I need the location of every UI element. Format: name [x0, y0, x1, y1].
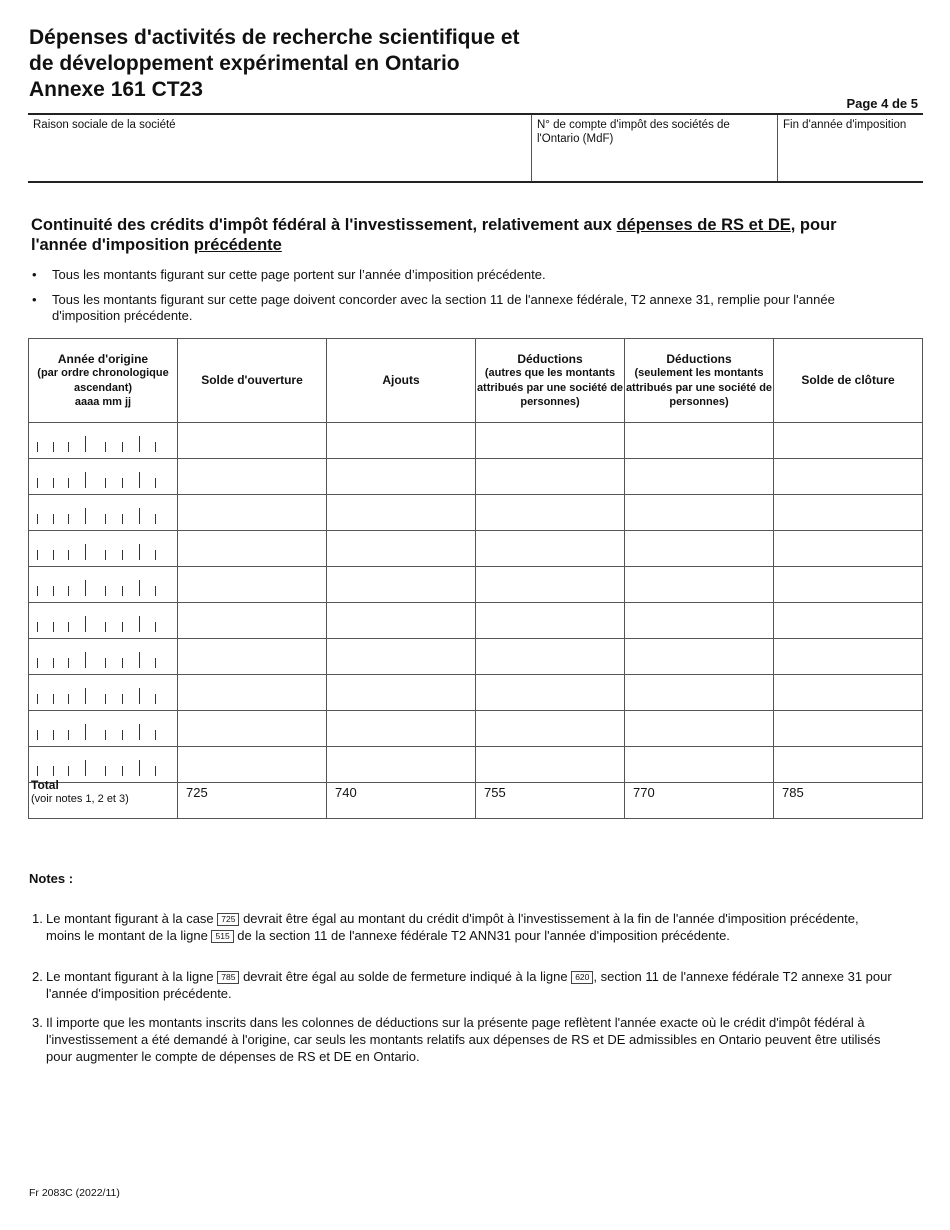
section-title-part1: Continuité des crédits d'impôt fédéral à l'investissement, relativement aux	[31, 216, 617, 234]
date-tick	[105, 478, 106, 488]
note-1-body	[46, 910, 892, 944]
deductions-partnership-input[interactable]	[625, 459, 774, 495]
date-tick	[85, 580, 86, 596]
note-2	[32, 968, 892, 1002]
date-tick	[53, 442, 54, 452]
note-1-number: 1.	[32, 911, 43, 926]
date-tick	[37, 442, 38, 452]
col-deductions-other	[476, 339, 625, 423]
date-tick	[122, 478, 123, 488]
date-tick	[122, 766, 123, 776]
date-tick	[155, 694, 156, 704]
date-tick	[85, 472, 86, 488]
additions-input[interactable]	[327, 567, 476, 603]
origin-year-input[interactable]	[29, 675, 178, 711]
table-row	[29, 711, 923, 747]
origin-year-input[interactable]	[29, 423, 178, 459]
note-1-text-a: Le montant figurant à la case	[46, 911, 218, 926]
year-end-field[interactable]	[777, 115, 923, 181]
note-2-text-a: Le montant figurant à la ligne	[46, 969, 218, 984]
date-tick	[139, 544, 140, 560]
origin-year-input[interactable]	[29, 531, 178, 567]
account-number-field[interactable]	[531, 115, 777, 181]
date-tick	[105, 766, 106, 776]
date-tick	[68, 622, 69, 632]
deductions-other-input[interactable]	[476, 531, 625, 567]
deductions-other-input[interactable]	[476, 459, 625, 495]
table-row	[29, 423, 923, 459]
date-tick	[53, 766, 54, 776]
total-row	[29, 783, 923, 819]
date-tick	[37, 514, 38, 524]
date-tick	[85, 544, 86, 560]
date-tick	[53, 622, 54, 632]
date-tick	[155, 550, 156, 560]
bullet-1	[32, 267, 892, 283]
ref-box-785: 785	[217, 971, 239, 984]
deductions-partnership-input[interactable]	[625, 603, 774, 639]
additions-input[interactable]	[327, 495, 476, 531]
date-comb	[29, 567, 177, 602]
col-closing-balance: Solde de clôture	[774, 339, 923, 423]
closing-balance-input[interactable]	[774, 639, 923, 675]
date-tick	[122, 442, 123, 452]
col-additions: Ajouts	[327, 339, 476, 423]
date-tick	[105, 730, 106, 740]
opening-balance-input[interactable]	[178, 531, 327, 567]
date-comb	[29, 747, 177, 782]
note-1-text-b: devrait être égal au montant du crédit d'impôt à l'investissement à la fin de l'année d'imposition précédente, moins le montant de la ligne	[46, 911, 859, 943]
section-title	[31, 215, 891, 255]
note-1-text-c: de la section 11 de l'annexe fédérale T2 ANN31 pour l'année d'imposition précédente.	[233, 928, 730, 943]
date-tick	[85, 724, 86, 740]
additions-input[interactable]	[327, 603, 476, 639]
rs-de-link[interactable]: dépenses de RS et DE	[616, 216, 791, 234]
date-tick	[139, 652, 140, 668]
closing-balance-input[interactable]	[774, 459, 923, 495]
closing-balance-input[interactable]	[774, 531, 923, 567]
additions-input[interactable]	[327, 711, 476, 747]
table-row	[29, 531, 923, 567]
note-1	[32, 910, 892, 944]
table-row	[29, 747, 923, 783]
table-row	[29, 603, 923, 639]
origin-year-input[interactable]	[29, 567, 178, 603]
identification-box	[28, 113, 923, 183]
itc-continuity-table	[28, 338, 923, 819]
origin-year-input[interactable]	[29, 495, 178, 531]
date-tick	[122, 730, 123, 740]
date-tick	[105, 694, 106, 704]
title-line-3: Annexe 161 CT23	[29, 78, 203, 101]
deductions-partnership-input[interactable]	[625, 711, 774, 747]
date-tick	[53, 550, 54, 560]
section-title-part2: , pour l'année d'imposition	[31, 216, 837, 254]
table-header-row	[29, 339, 923, 423]
date-comb	[29, 531, 177, 566]
date-tick	[105, 622, 106, 632]
col-origin-year-format: aaaa mm jj	[74, 396, 132, 408]
col-origin-year	[29, 339, 178, 423]
date-comb	[29, 675, 177, 710]
ref-box-725: 725	[217, 913, 239, 926]
date-tick	[53, 730, 54, 740]
note-2-body	[46, 968, 892, 1002]
date-comb	[29, 603, 177, 638]
ref-box-620: 620	[571, 971, 593, 984]
total-label	[31, 778, 129, 806]
deductions-partnership-input[interactable]	[625, 675, 774, 711]
origin-year-input[interactable]	[29, 603, 178, 639]
col-deductions-partnership-title: Déductions	[666, 351, 732, 366]
date-tick	[53, 658, 54, 668]
table-row	[29, 495, 923, 531]
note-2-text-b: devrait être égal au solde de fermeture indiqué à la ligne	[239, 969, 572, 984]
page-number: Page 4 de 5	[846, 96, 918, 111]
additions-input[interactable]	[327, 423, 476, 459]
deductions-partnership-input[interactable]	[625, 495, 774, 531]
date-tick	[37, 694, 38, 704]
code-740: 740	[335, 785, 357, 800]
date-tick	[68, 514, 69, 524]
date-tick	[53, 478, 54, 488]
opening-balance-input[interactable]	[178, 459, 327, 495]
total-opening-725[interactable]	[178, 783, 327, 819]
col-origin-year-sub: (par ordre chronologique ascendant)	[37, 367, 169, 394]
form-id: Fr 2083C (2022/11)	[29, 1187, 120, 1199]
title-line-2: de développement expérimental en Ontario	[29, 52, 460, 75]
opening-balance-input[interactable]	[178, 495, 327, 531]
deductions-other-input[interactable]	[476, 603, 625, 639]
date-tick	[122, 514, 123, 524]
additions-input[interactable]	[327, 747, 476, 783]
total-label-cell	[29, 778, 178, 819]
corp-name-label: Raison sociale de la société	[33, 119, 176, 131]
date-tick	[37, 478, 38, 488]
date-tick	[105, 442, 106, 452]
col-origin-year-title: Année d'origine	[57, 351, 149, 366]
notes-title: Notes :	[29, 871, 74, 886]
date-tick	[155, 442, 156, 452]
corp-name-field[interactable]	[28, 115, 531, 181]
total-closing-785[interactable]	[774, 783, 923, 819]
note-2-text-c: , section 11 de l'annexe fédérale T2 annexe 31 pour l'année d'imposition précédente.	[46, 969, 892, 1001]
bullet-1-text: Tous les montants figurant sur cette page portent sur l’année d’imposition précédente.	[52, 267, 546, 282]
date-tick	[122, 694, 123, 704]
code-785: 785	[782, 785, 804, 800]
closing-balance-input[interactable]	[774, 603, 923, 639]
date-tick	[53, 514, 54, 524]
closing-balance-input[interactable]	[774, 711, 923, 747]
deductions-partnership-input[interactable]	[625, 423, 774, 459]
date-tick	[139, 472, 140, 488]
col-deductions-other-sub: (autres que les montants attribués par une société de personnes)	[476, 367, 624, 408]
date-tick	[155, 478, 156, 488]
form-title	[29, 25, 520, 103]
deductions-other-input[interactable]	[476, 495, 625, 531]
date-tick	[37, 550, 38, 560]
origin-year-input[interactable]	[29, 639, 178, 675]
date-tick	[155, 622, 156, 632]
total-text: Total	[31, 778, 59, 792]
additions-input[interactable]	[327, 639, 476, 675]
table-row	[29, 639, 923, 675]
bullet-dot: •	[32, 267, 37, 282]
date-tick	[122, 658, 123, 668]
date-comb	[29, 639, 177, 674]
closing-balance-input[interactable]	[774, 495, 923, 531]
deductions-partnership-input[interactable]	[625, 639, 774, 675]
date-tick	[139, 508, 140, 524]
date-tick	[68, 550, 69, 560]
bullet-2-text: Tous les montants figurant sur cette page doivent concorder avec la section 11 de l'annexe fédérale, T2 annexe 31, remplie pour l'année d'imposition précédente.	[52, 292, 835, 323]
note-3-body: Il importe que les montants inscrits dans les colonnes de déductions sur la présente page reflètent l'année exacte où le crédit d'impôt fédéral à l'investissement a été demandé à l'origine, car seuls les montants relatifs aux dépenses de RS et DE admissibles en Ontario peuvent être utilisés pour augmenter le compte de dépenses de RS et DE en Ontario.	[46, 1015, 881, 1064]
table-row	[29, 675, 923, 711]
date-tick	[122, 550, 123, 560]
date-tick	[105, 658, 106, 668]
date-tick	[155, 658, 156, 668]
closing-balance-input[interactable]	[774, 567, 923, 603]
closing-balance-input[interactable]	[774, 747, 923, 783]
table-row	[29, 459, 923, 495]
account-number-label: N° de compte d'impôt des sociétés de l'Ontario (MdF)	[537, 119, 730, 145]
date-tick	[68, 478, 69, 488]
date-tick	[139, 724, 140, 740]
deductions-partnership-input[interactable]	[625, 531, 774, 567]
closing-balance-input[interactable]	[774, 423, 923, 459]
bullet-2	[32, 292, 892, 324]
deductions-other-input[interactable]	[476, 747, 625, 783]
year-end-label: Fin d'année d'imposition	[783, 119, 907, 131]
deductions-other-input[interactable]	[476, 639, 625, 675]
deductions-other-input[interactable]	[476, 423, 625, 459]
date-tick	[139, 688, 140, 704]
col-deductions-partnership	[625, 339, 774, 423]
date-tick	[68, 586, 69, 596]
col-deductions-partnership-sub: (seulement les montants attribués par une société de personnes)	[625, 367, 773, 408]
date-tick	[85, 760, 86, 776]
deductions-other-input[interactable]	[476, 675, 625, 711]
opening-balance-input[interactable]	[178, 603, 327, 639]
date-tick	[155, 586, 156, 596]
opening-balance-input[interactable]	[178, 567, 327, 603]
date-tick	[122, 622, 123, 632]
date-tick	[105, 586, 106, 596]
additions-input[interactable]	[327, 531, 476, 567]
note-2-number: 2.	[32, 969, 43, 984]
opening-balance-input[interactable]	[178, 675, 327, 711]
additions-input[interactable]	[327, 675, 476, 711]
date-comb	[29, 459, 177, 494]
note-3-number: 3.	[32, 1015, 43, 1030]
deductions-partnership-input[interactable]	[625, 747, 774, 783]
closing-balance-input[interactable]	[774, 675, 923, 711]
col-opening-balance: Solde d'ouverture	[178, 339, 327, 423]
date-tick	[68, 694, 69, 704]
previous-year-link[interactable]: précédente	[193, 236, 282, 254]
date-tick	[85, 436, 86, 452]
date-comb	[29, 423, 177, 458]
date-tick	[105, 550, 106, 560]
date-tick	[53, 694, 54, 704]
code-755: 755	[484, 785, 506, 800]
date-tick	[37, 622, 38, 632]
date-tick	[68, 658, 69, 668]
date-tick	[37, 766, 38, 776]
date-tick	[139, 760, 140, 776]
opening-balance-input[interactable]	[178, 639, 327, 675]
date-tick	[68, 766, 69, 776]
total-deductions-770[interactable]	[625, 783, 774, 819]
bullet-dot: •	[32, 292, 37, 307]
total-additions-740[interactable]	[327, 783, 476, 819]
date-tick	[37, 730, 38, 740]
date-tick	[155, 766, 156, 776]
opening-balance-input[interactable]	[178, 423, 327, 459]
total-deductions-755[interactable]	[476, 783, 625, 819]
total-note: (voir notes 1, 2 et 3)	[31, 793, 129, 805]
origin-year-input[interactable]	[29, 459, 178, 495]
date-tick	[37, 658, 38, 668]
code-770: 770	[633, 785, 655, 800]
date-tick	[85, 508, 86, 524]
origin-year-input[interactable]	[29, 711, 178, 747]
col-deductions-other-title: Déductions	[517, 351, 583, 366]
date-tick	[139, 580, 140, 596]
date-tick	[68, 442, 69, 452]
deductions-other-input[interactable]	[476, 567, 625, 603]
date-tick	[122, 586, 123, 596]
date-tick	[53, 586, 54, 596]
date-comb	[29, 495, 177, 530]
date-tick	[85, 616, 86, 632]
opening-balance-input[interactable]	[178, 747, 327, 783]
ref-box-515: 515	[211, 930, 233, 943]
title-line-1: Dépenses d'activités de recherche scientifique et	[29, 26, 520, 49]
date-tick	[37, 586, 38, 596]
opening-balance-input[interactable]	[178, 711, 327, 747]
deductions-partnership-input[interactable]	[625, 567, 774, 603]
date-tick	[155, 730, 156, 740]
date-tick	[68, 730, 69, 740]
date-tick	[105, 514, 106, 524]
table-row	[29, 567, 923, 603]
date-tick	[155, 514, 156, 524]
deductions-other-input[interactable]	[476, 711, 625, 747]
date-tick	[139, 616, 140, 632]
date-comb	[29, 711, 177, 746]
note-3	[32, 1014, 892, 1066]
date-tick	[139, 436, 140, 452]
code-725: 725	[186, 785, 208, 800]
date-tick	[85, 652, 86, 668]
additions-input[interactable]	[327, 459, 476, 495]
date-tick	[85, 688, 86, 704]
